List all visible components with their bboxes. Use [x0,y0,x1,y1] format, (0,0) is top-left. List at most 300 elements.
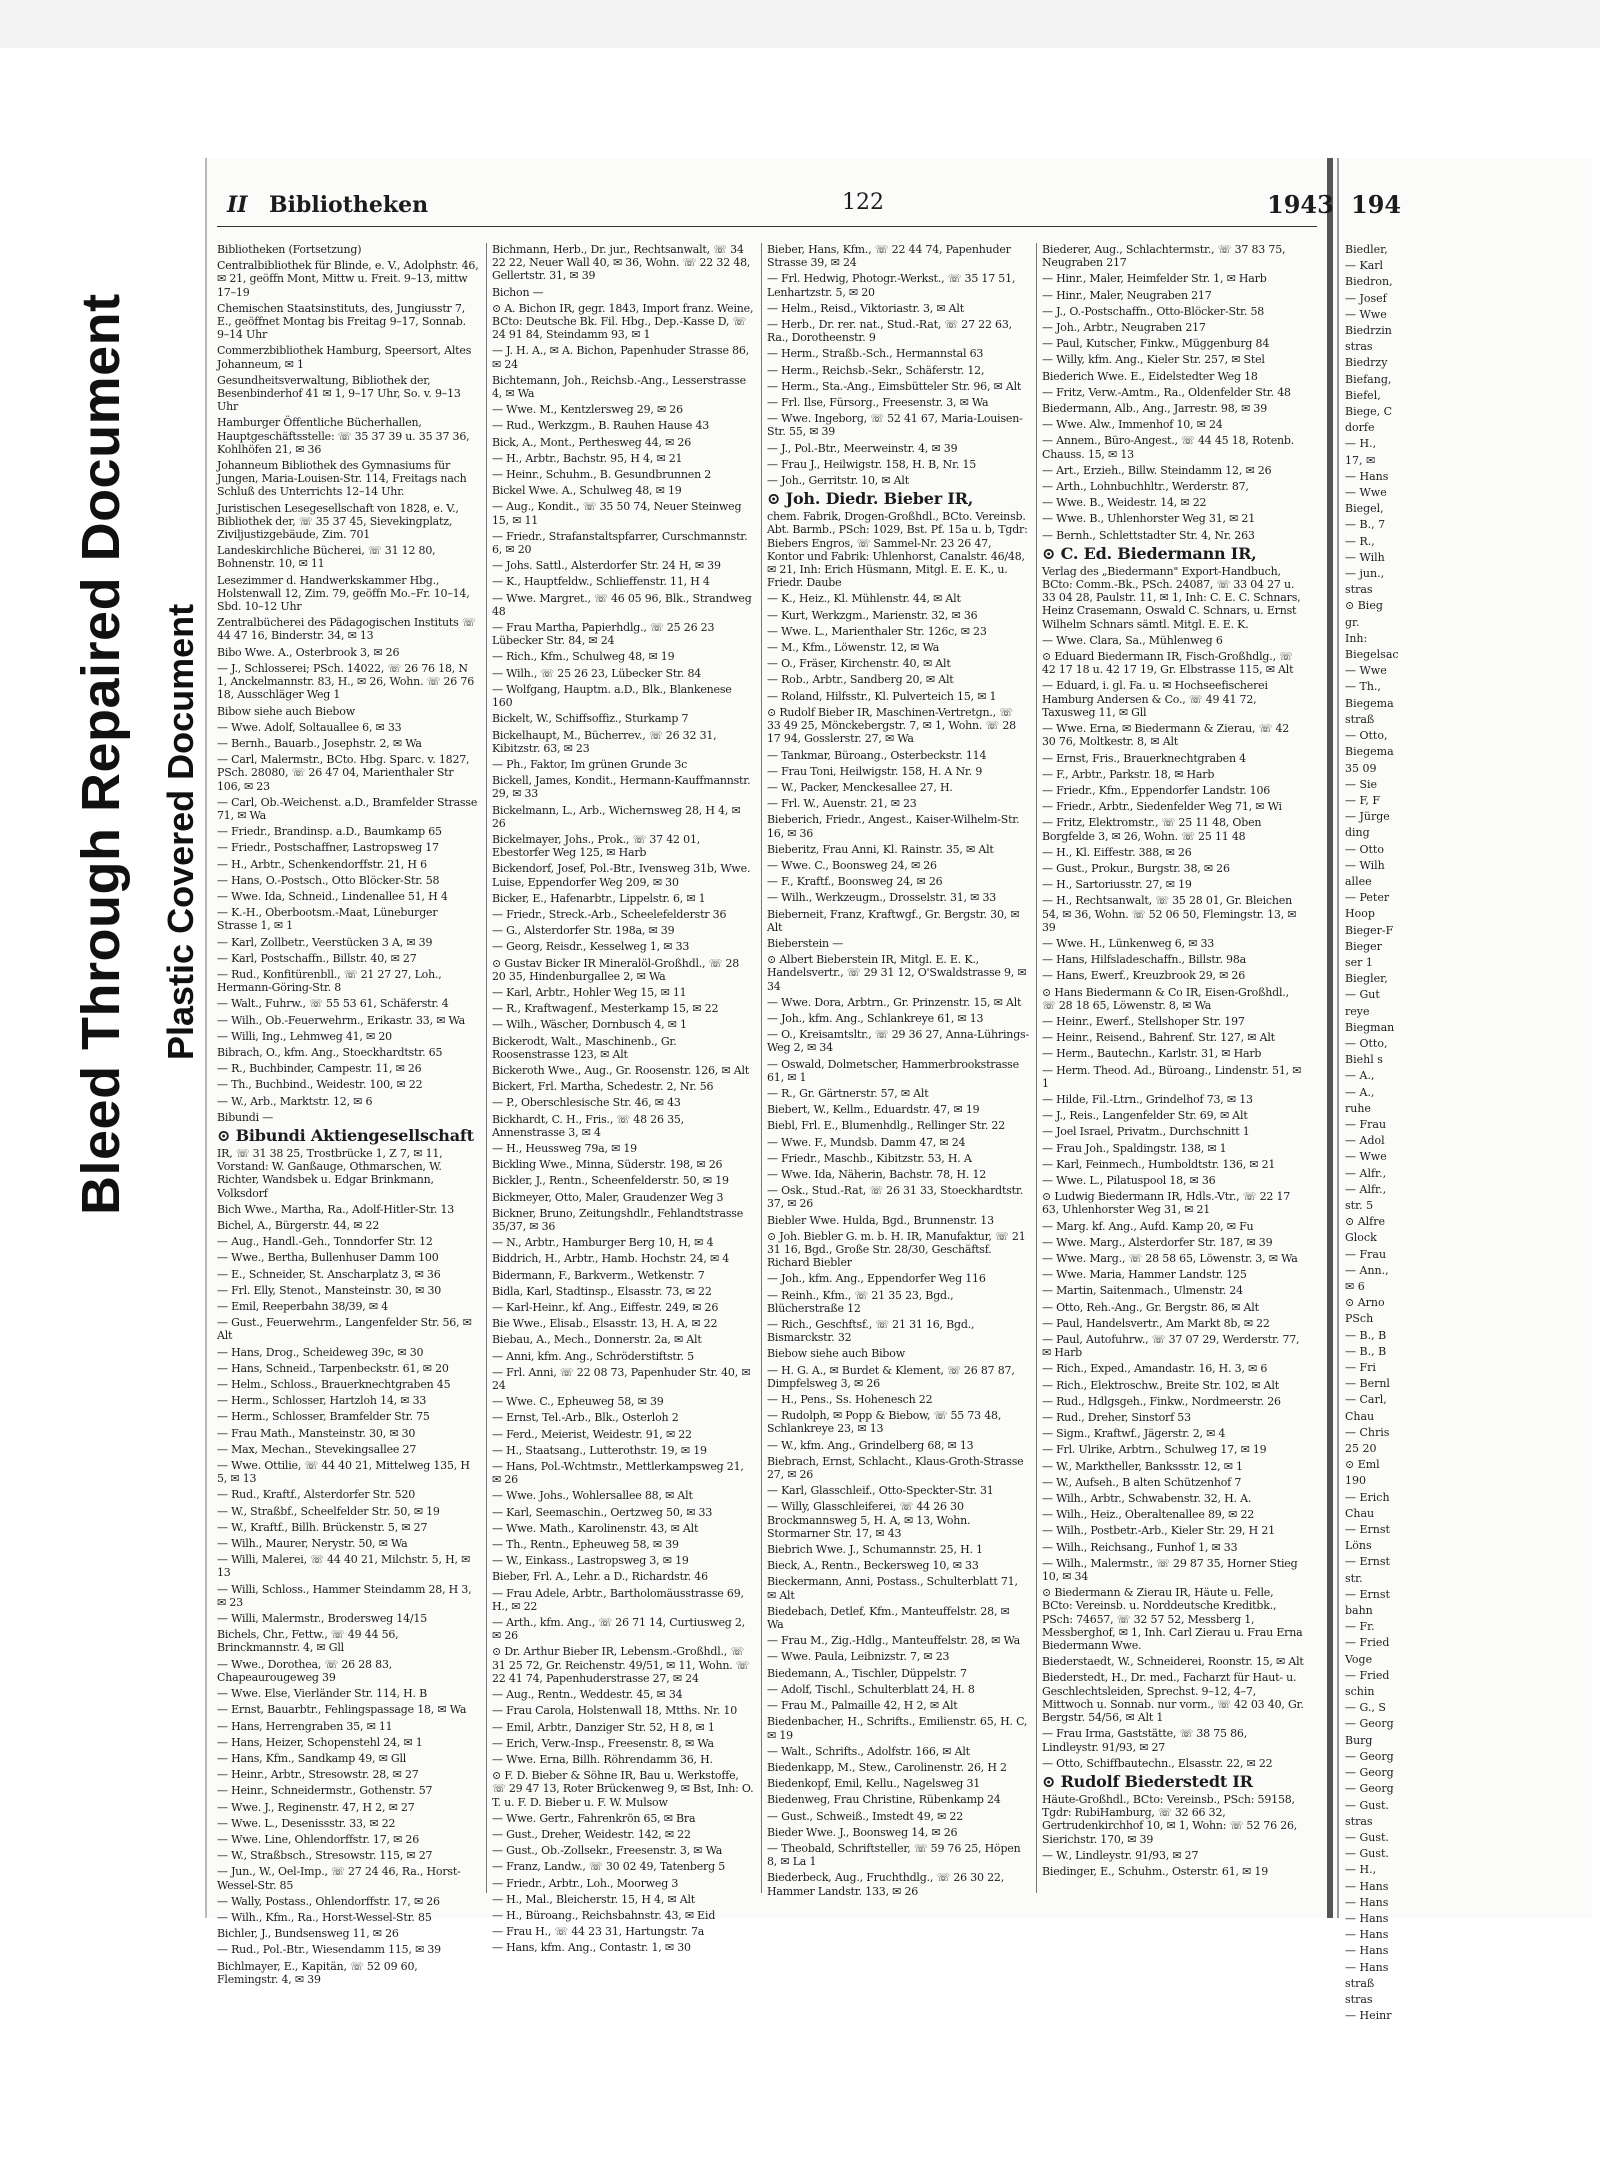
directory-entry: — Willy, Glasschleiferei, ☏ 44 26 30 Brockmannsweg 5, H. A, ✉ 13, Wohn. Stormarner Str. 17, ✉ 43 [767,1500,971,1540]
neighbor-entry: Biehl s [1345,1053,1383,1067]
directory-entry: — Wwe. Marg., Alsterdorfer Str. 187, ✉ 39 [1042,1235,1273,1249]
neighbor-entry: 35 09 [1345,761,1377,775]
neighbor-entry: Biegelsac [1345,648,1399,662]
directory-entry: — Wilh., Heiz., Oberaltenallee 89, ✉ 22 [1042,1508,1255,1522]
directory-entry: Bicker, E., Hafenarbtr., Lippelstr. 6, ✉ 1 [492,891,706,905]
neighbor-entry: — Fried [1345,1668,1390,1682]
directory-entry: — Paul, Kutscher, Finkw., Müggenburg 84 [1042,337,1270,351]
directory-entry: — Karl, Postschaffn., Billstr. 40, ✉ 27 [217,951,417,965]
directory-entry: — Wwe. Ida, Näherin, Bachstr. 78, H. 12 [767,1167,987,1181]
directory-entry: — Wilh., Maurer, Nerystr. 50, ✉ Wa [217,1537,408,1551]
directory-entry: — Wwe., Bertha, Bullenhuser Damm 100 [217,1251,439,1265]
directory-entry: — Wwe. Else, Vierländer Str. 114, H. B [217,1687,427,1701]
column-rule [1036,243,1037,1893]
directory-entry: Biebl, Frl. E., Blumenhdlg., Rellinger Str. 22 [767,1119,1006,1133]
directory-entry: Centralbibliothek für Blinde, e. V., Adolphstr. 46, ✉ 21, geöffn Mont, Mittw u. Freit. 9–13, mittw 17–19 [217,259,479,299]
directory-entry: — Hans, kfm. Ang., Contastr. 1, ✉ 30 [492,1941,691,1955]
directory-entry: — Wwe. Ottilie, ☏ 44 40 21, Mittelweg 135, H 5, ✉ 13 [217,1459,470,1486]
directory-entry: Biedenkapp, M., Stew., Carolinenstr. 26, H 2 [767,1760,1007,1774]
directory-entry: — Tankmar, Büroang., Osterbeckstr. 114 [767,748,987,762]
neighbor-entry: — Hans [1345,1879,1389,1893]
neighbor-entry: — Frau [1345,1117,1387,1131]
scan-top-margin [0,0,1600,48]
neighbor-entry: ding [1345,826,1370,840]
directory-entry: — Frau H., ☏ 44 23 31, Hartungstr. 7a [492,1925,705,1939]
neighbor-entry: Inh: [1345,631,1368,645]
directory-entry: — H., Rechtsanwalt, ☏ 35 28 01, Gr. Bleichen 54, ✉ 36, Wohn. ☏ 52 06 50, Flemingstr. 13, ✉ 39 [1042,894,1297,934]
directory-entry: — W., Marktheller, Bankssstr. 12, ✉ 1 [1042,1459,1243,1473]
directory-entry: — Hans, Drog., Scheideweg 39c, ✉ 30 [217,1345,424,1359]
directory-column-1 [217,243,479,1986]
directory-entry: ⊙ Ludwig Biedermann IR, Hdls.-Vtr., ☏ 22 17 63, Uhlenhorster Weg 31, ✉ 21 [1042,1190,1291,1217]
directory-entry: Bickell, James, Kondit., Hermann-Kauffmannstr. 29, ✉ 33 [492,774,751,801]
directory-entry: — Wwe. L., Desenissstr. 33, ✉ 22 [217,1816,396,1830]
directory-entry: — Wilh., Kfm., Ra., Horst-Wessel-Str. 85 [217,1910,432,1924]
neighbor-entry: Biedron, [1345,275,1393,289]
directory-entry: Biddrich, H., Arbtr., Hamb. Hochstr. 24, ✉ 4 [492,1252,730,1266]
neighbor-entry: — B., 7 [1345,518,1386,532]
directory-entry: — Wwe. F., Mundsb. Damm 47, ✉ 24 [767,1135,966,1149]
directory-entry: — Frl. Ilse, Fürsorg., Freesenstr. 3, ✉ Wa [767,396,989,410]
directory-entry: — Karl, Seemaschin., Oertzweg 50, ✉ 33 [492,1505,713,1519]
neighbor-entry: — Th., [1345,680,1381,694]
neighbor-entry: — Josef [1345,291,1387,305]
neighbor-entry: — Carl, [1345,1393,1387,1407]
directory-entry: Bickelmann, L., Arb., Wichernsweg 28, H 4, ✉ 26 [492,803,741,830]
directory-entry: — Frau Martha, Papierhdlg., ☏ 25 26 23 Lübecker Str. 84, ✉ 24 [492,621,715,648]
directory-entry: — H., Heussweg 79a, ✉ 19 [492,1141,637,1155]
directory-entry: — Wwe. Erna, Billh. Röhrendamm 36, H. [492,1752,713,1766]
directory-entry: — Osk., Stud.-Rat, ☏ 26 31 33, Stoeckhardtstr. 37, ✉ 26 [767,1184,1024,1211]
directory-entry: — Joh., Arbtr., Neugraben 217 [1042,321,1206,335]
neighbor-entry: — F, F [1345,793,1381,807]
neighbor-entry: — Wilh [1345,550,1385,564]
directory-entry: ⊙ Joh. Diedr. Bieber IR, [767,489,974,509]
column-rule [486,243,487,1893]
directory-entry: Bichtemann, Joh., Reichsb.-Ang., Lesserstrasse 4, ✉ Wa [492,373,746,401]
directory-entry: Bickler, J., Rentn., Scheenfelderstr. 50, ✉ 19 [492,1174,729,1188]
directory-entry: — Walt., Fuhrw., ☏ 55 53 61, Schäferstr. 4 [217,997,449,1011]
directory-entry: — W., Straßbsch., Stresowstr. 115, ✉ 27 [217,1849,433,1863]
directory-entry: — Ph., Faktor, Im grünen Grunde 3c [492,757,688,771]
directory-entry: — R., Kraftwagenf., Mesterkamp 15, ✉ 22 [492,1002,719,1016]
neighbor-entry: Biege, C [1345,405,1393,419]
directory-entry: — Ernst, Bauarbtr., Fehlingspassage 18, ✉ Wa [217,1703,467,1717]
neighbor-entry: Biedrzin [1345,324,1392,338]
neighbor-entry: — A., [1345,1085,1375,1099]
directory-entry: — G., Alsterdorfer Str. 198a, ✉ 39 [492,924,675,938]
directory-entry: — Heinr., Schuhm., B. Gesundbrunnen 2 [492,468,712,482]
directory-entry: Biederer, Aug., Schlachtermstr., ☏ 37 83 75, Neugraben 217 [1042,243,1286,270]
neighbor-entry: — Wwe [1345,486,1387,500]
directory-entry: ⊙ Rudolf Bieber IR, Maschinen-Vertretgn., ☏ 33 49 25, Mönckebergstr. 7, ✉ 1, Wohn. ☏ 28 17 94, Gosslerstr. 27, ✉ Wa [767,705,1016,746]
directory-entry: — Bernh., Bauarb., Josephstr. 2, ✉ Wa [217,736,422,750]
neighbor-entry: str. 5 [1345,1198,1374,1212]
directory-entry: — Wwe. Marg., ☏ 28 58 65, Löwenstr. 3, ✉ Wa [1042,1252,1298,1265]
directory-entry: — Wwe. C., Epheuweg 58, ✉ 39 [492,1395,664,1409]
directory-entry: Biederstedt, H., Dr. med., Facharzt für Haut- u. Geschlechtsleiden, Sprechst. 9–12, 4–7, Mittwoch u. Sonnab. nur vorm., ☏ 42 03 40, Gr. Bergstr. 54/56, ✉ Alt 1 [1042,1671,1304,1725]
directory-entry: Bickendorf, Josef, Pol.-Btr., Ivensweg 31b, Wwe. Luise, Eppendorfer Weg 209, ✉ 30 [492,862,751,889]
directory-entry: — Rich., Exped., Amandastr. 16, H. 3, ✉ 6 [1042,1362,1268,1376]
neighbor-entry: — Georg [1345,1782,1394,1796]
directory-entry: Biebau, A., Mech., Donnerstr. 2a, ✉ Alt [492,1333,702,1347]
neighbor-entry: — Georg [1345,1717,1394,1731]
directory-entry: — Paul, Autofuhrw., ☏ 37 07 29, Werderstr. 77, ✉ Harb [1042,1333,1300,1360]
directory-entry: — Jun., W., Oel-Imp., ☏ 27 24 46, Ra., Horst-Wessel-Str. 85 [217,1865,461,1892]
directory-entry: — Rud., Konfitürenbll., ☏ 21 27 27, Loh., Hermann-Göring-Str. 8 [217,967,442,995]
neighbor-entry: — Gust. [1345,1798,1389,1812]
directory-entry: — Rud., Pol.-Btr., Wiesendamm 115, ✉ 39 [217,1943,441,1957]
neighbor-entry: Biefel, [1345,388,1381,402]
directory-entry: Biedemann, A., Tischler, Düppelstr. 7 [767,1666,967,1680]
directory-entry: Bichel, A., Bürgerstr. 44, ✉ 22 [217,1219,380,1232]
directory-entry: — Heinr., Reisend., Bahrenf. Str. 127, ✉ Alt [1042,1031,1275,1045]
directory-entry: — Gust., Ob.-Zollsekr., Freesenstr. 3, ✉ Wa [492,1844,723,1858]
directory-entry: — Frau J., Heilwigstr. 158, H. B, Nr. 15 [767,457,977,471]
directory-entry: Bickling Wwe., Minna, Süderstr. 198, ✉ 26 [492,1158,723,1172]
neighbor-entry: Hoop [1345,907,1375,921]
directory-entry: — Frl. Elly, Stenot., Mansteinstr. 30, ✉ 30 [217,1283,442,1297]
neighbor-entry: stras [1345,1814,1373,1828]
directory-entry: — Frau Toni, Heilwigstr. 158, H. A Nr. 9 [767,764,983,778]
neighbor-entry: gr. [1345,615,1360,629]
directory-entry: — Karl-Heinr., kf. Ang., Eiffestr. 249, ✉ 26 [492,1301,719,1315]
directory-entry: — Wwe. Clara, Sa., Mühlenweg 6 [1042,633,1223,647]
neighbor-entry: — Ann., [1345,1263,1389,1277]
neighbor-entry: Biedrzy [1345,356,1388,370]
directory-entry: — Arth., kfm. Ang., ☏ 26 71 14, Curtiusweg 2, ✉ 26 [492,1616,746,1643]
directory-entry: — Willi, Schloss., Hammer Steindamm 28, H 3, ✉ 23 [217,1582,472,1609]
directory-entry: Biederich Wwe. E., Eidelstedter Weg 18 [1042,369,1258,383]
directory-entry: — Bernh., Schlettstadter Str. 4, Nr. 263 [1042,528,1255,542]
directory-entry: Commerzbibliothek Hamburg, Speersort, Altes Johanneum, ✉ 1 [217,344,472,371]
directory-entry: — Walt., Schrifts., Adolfstr. 166, ✉ Alt [767,1744,970,1758]
directory-entry: — H., Arbtr., Schenkendorffstr. 21, H 6 [217,857,427,871]
directory-entry: ⊙ Rudolf Biederstedt IR [1042,1771,1253,1791]
directory-entry: — Rud., Dreher, Sinstorf 53 [1042,1411,1191,1425]
directory-entry: Häute-Großhdl., BCto: Vereinsb., PSch: 59158, Tgdr: RubiHamburg, ☏ 32 66 32, Gertrudenkirchhof 10, ✉ 1, Wohn: ☏ 52 76 26, Sierichstr. 170, ✉ 39 [1042,1792,1298,1846]
directory-entry: — Willi, Ing., Lehmweg 41, ✉ 20 [217,1029,392,1043]
directory-entry: — Fritz, Verw.-Amtm., Ra., Oldenfelder Str. 48 [1042,385,1291,399]
directory-entry: — H., Arbtr., Bachstr. 95, H 4, ✉ 21 [492,451,683,465]
directory-entry: — Wilh., Wäscher, Dornbusch 4, ✉ 1 [492,1018,687,1032]
directory-entry: Bibow siehe auch Biebow [217,704,355,718]
directory-entry: — Frau M., Palmaille 42, H 2, ✉ Alt [767,1699,958,1713]
directory-entry: — Willy, kfm. Ang., Kieler Str. 257, ✉ Stel [1042,353,1265,367]
directory-entry: — Annem., Büro-Angest., ☏ 44 45 18, Rotenb. Chauss. 15, ✉ 13 [1042,434,1295,461]
directory-entry: — Gust., Schweiß., Imstedt 49, ✉ 22 [767,1809,963,1823]
directory-entry: — Hinr., Maler, Neugraben 217 [1042,288,1212,302]
directory-entry: — Wwe. Paula, Leibnizstr. 7, ✉ 23 [767,1650,950,1664]
directory-entry: — Karl, Zollbetr., Veerstücken 3 A, ✉ 39 [217,935,433,949]
neighbor-entry: Burg [1345,1733,1373,1747]
directory-entry: Bichler, J., Bundsensweg 11, ✉ 26 [217,1927,399,1941]
directory-entry: — Aug., Rentn., Weddestr. 45, ✉ 34 [492,1688,683,1702]
directory-entry: — Hilde, Fil.-Ltrn., Grindelhof 73, ✉ 13 [1042,1092,1253,1106]
directory-entry: — Wilh., Arbtr., Schwabenstr. 32, H. A. [1042,1492,1252,1506]
directory-entry: Bieck, A., Rentn., Beckersweg 10, ✉ 33 [767,1559,979,1573]
directory-entry: — H., Mal., Bleicherstr. 15, H 4, ✉ Alt [492,1892,696,1906]
directory-entry: — Wwe. Johs., Wohlersallee 88, ✉ Alt [492,1489,693,1503]
neighbor-entry: Chau [1345,1506,1375,1520]
directory-entry: — Karl, Glasschleif., Otto-Speckter-Str. 31 [767,1484,994,1498]
directory-entry: — Wilh., Postbetr.-Arb., Kieler Str. 29, H 21 [1042,1524,1275,1538]
neighbor-entry: — Georg [1345,1749,1394,1763]
directory-entry: — H., Pens., Ss. Hohenesch 22 [767,1393,933,1407]
directory-entry: — Wwe., Dorothea, ☏ 26 28 83, Chapeaurougeweg 39 [217,1657,393,1684]
directory-entry: ⊙ Dr. Arthur Bieber IR, Lebensm.-Großhdl., ☏ 31 25 72, Gr. Reichenstr. 49/51, ✉ 11, Wohn. ☏ 22 41 74, Papenhuderstrasse 27, ✉ 24 [492,1645,750,1685]
directory-entry: — K., Hauptfeldw., Schlieffenstr. 11, H 4 [492,575,710,589]
directory-entry: — J., O.-Postschaffn., Otto-Blöcker-Str. 58 [1042,304,1265,318]
directory-entry: — W., Arb., Marktstr. 12, ✉ 6 [217,1094,373,1108]
directory-entry: — Aug., Handl.-Geh., Tonndorfer Str. 12 [217,1235,433,1249]
directory-entry: ⊙ Eduard Biedermann IR, Fisch-Großhdlg., ☏ 42 17 18 u. 42 17 19, Gr. Elbstrasse 115, ✉ Alt [1042,650,1294,677]
directory-entry: — Kurt, Werkzgm., Marienstr. 32, ✉ 36 [767,608,978,622]
directory-entry: — H., Staatsang., Lutterothstr. 19, ✉ 19 [492,1443,707,1457]
neighbor-entry: ⊙ Eml [1345,1458,1380,1472]
directory-entry: Hamburger Öffentliche Bücherhallen, Hauptgeschäftsstelle: ☏ 35 37 39 u. 35 37 36, Kohlhöfen 21, ✉ 36 [217,416,470,456]
neighbor-entry: dorfe [1345,421,1375,435]
directory-entry: — J., Reis., Langenfelder Str. 69, ✉ Alt [1042,1109,1248,1123]
directory-entry: — Rob., Arbtr., Sandberg 20, ✉ Alt [767,673,954,687]
directory-entry: — Frl. W., Auenstr. 21, ✉ 23 [767,797,917,811]
directory-entry: — Joh., kfm. Ang., Eppendorfer Weg 116 [767,1272,986,1286]
directory-entry: — Emil, Reeperbahn 38/39, ✉ 4 [217,1300,388,1314]
directory-entry: — Gust., Dreher, Weidestr. 142, ✉ 22 [492,1827,691,1841]
directory-entry: — Wwe. Math., Karolinenstr. 43, ✉ Alt [492,1521,699,1535]
directory-entry: — Franz, Landw., ☏ 30 02 49, Tatenberg 5 [492,1860,726,1874]
directory-entry: Landeskirchliche Bücherei, ☏ 31 12 80, Bohnenstr. 10, ✉ 11 [217,544,436,571]
directory-entry: Bieber, Hans, Kfm., ☏ 22 44 74, Papenhuder Strasse 39, ✉ 24 [767,243,1011,270]
directory-entry: Bidla, Karl, Stadtinsp., Elsasstr. 73, ✉ 22 [492,1284,712,1298]
directory-entry: Bibliotheken (Fortsetzung) [217,243,362,256]
directory-entry: IR, ☏ 31 38 25, Trostbrücke 1, Z 7, ✉ 11, Vorstand: W. Ganßauge, Othmarschen, W. Richter, Wandsbek u. Edgar Brinkmann, Volksdorf [217,1146,443,1200]
directory-entry: — Hinr., Maler, Heimfelder Str. 1, ✉ Harb [1042,272,1267,286]
neighbor-entry: — Wilh [1345,858,1385,872]
directory-entry: — Max, Mechan., Stevekingsallee 27 [217,1442,417,1456]
directory-entry: — W., Aufseh., B alten Schützenhof 7 [1042,1475,1242,1489]
directory-entry: — Karl, Feinmech., Humboldtstr. 136, ✉ 21 [1042,1157,1276,1171]
directory-entry: Verlag des „Biedermann" Export-Handbuch, BCto: Comm.-Bk., PSch. 24087, ☏ 33 04 27 u. 33 04 28, Paulstr. 11, ✉ 1, Inh: C. E. C. Schnars, Heinz Crasemann, Oswald C. Schnars, u. Ernst Wilhelm Schnars sämtl. Mitgl. E. E. K. [1042,564,1301,631]
section-number: II [227,192,248,218]
neighbor-entry: — Otto, [1345,729,1388,743]
directory-entry: — Eduard, i. gl. Fa. u. ✉ Hochseefischerei Hamburg Andersen & Co., ☏ 49 41 72, Taxusweg 11, ✉ Gll [1042,679,1268,719]
directory-entry: Bickel Wwe. A., Schulweg 48, ✉ 19 [492,484,682,498]
neighbor-entry: — H., [1345,437,1377,451]
directory-entry: — H. G. A., ✉ Burdet & Klement, ☏ 26 87 87, Dimpfelsweg 3, ✉ 26 [767,1363,1015,1390]
directory-entry: — Roland, Hilfsstr., Kl. Pulverteich 15, ✉ 1 [767,689,997,703]
directory-entry: — Frau M., Zig.-Hdlg., Manteuffelstr. 28, ✉ Wa [767,1634,1020,1648]
directory-entry: — Otto, Schiffbautechn., Elsasstr. 22, ✉ 22 [1042,1756,1273,1770]
directory-entry: — Emil, Arbtr., Danziger Str. 52, H 8, ✉ 1 [492,1720,715,1734]
directory-entry: Bieckermann, Anni, Postass., Schulterblatt 71, ✉ Alt [767,1575,1018,1602]
directory-entry: — Wwe. Alw., Immenhof 10, ✉ 24 [1042,418,1223,432]
directory-entry: — Wilh., Malermstr., ☏ 29 87 35, Horner Stieg 10, ✉ 34 [1042,1556,1298,1584]
neighbor-entry: — jun., [1345,567,1385,581]
neighbor-entry: Biegema [1345,696,1394,710]
bleed-through-label: Bleed Through Repaired Document [71,293,131,1215]
directory-entry: — H., Kl. Eiffestr. 388, ✉ 26 [1042,845,1192,859]
directory-entry: chem. Fabrik, Drogen-Großhdl., BCto. Vereinsb. Abt. Barmb., PSch: 1029, Bst. Pf. 15a u. b, Tgdr: Biebers Engros, ☏ Sammel-Nr. 23 26 47, Kontor und Fabrik: Uhlenhorst, Canalstr. 46/48, ✉ 21, Inh: Erich Hüsmann, Mitgl. E. E. K., u. Friedr. Daube [767,510,1028,590]
directory-entry: — Adolf, Tischl., Schulterblatt 24, H. 8 [767,1682,975,1696]
directory-entry: Bickert, Frl. Martha, Schedestr. 2, Nr. 56 [492,1080,714,1094]
directory-entry: — E., Schneider, St. Anscharplatz 3, ✉ 36 [217,1267,441,1281]
directory-entry: — Wwe. C., Boonsweg 24, ✉ 26 [767,858,937,872]
directory-entry: — Wwe. Erna, ✉ Biedermann & Zierau, ☏ 42 30 76, Moltkestr. 8, ✉ Alt [1042,722,1290,749]
directory-entry: — Anni, kfm. Ang., Schröderstiftstr. 5 [492,1349,694,1363]
neighbor-entry: — Sie [1345,777,1378,791]
directory-entry: Bie Wwe., Elisab., Elsasstr. 13, H. A, ✉ 22 [492,1317,718,1331]
directory-entry: — Wwe. B., Uhlenhorster Weg 31, ✉ 21 [1042,512,1256,526]
directory-entry: — W., Straßbf., Scheelfelder Str. 50, ✉ 19 [217,1504,440,1518]
directory-entry: — W., kfm. Ang., Grindelberg 68, ✉ 13 [767,1438,974,1452]
neighbor-entry: — Alfr., [1345,1182,1387,1196]
neighbor-entry: — Hans [1345,1911,1389,1925]
directory-entry: Bich Wwe., Martha, Ra., Adolf-Hitler-Str. 13 [217,1202,455,1216]
directory-entry: — N., Arbtr., Hamburger Berg 10, H, ✉ 4 [492,1236,714,1250]
directory-entry: — M., Kfm., Löwenstr. 12, ✉ Wa [767,641,940,655]
directory-entry: — Wwe. Gertr., Fahrenkrön 65, ✉ Bra [492,1811,696,1825]
neighbor-entry: stras [1345,1992,1373,2006]
neighbor-entry: straß [1345,712,1375,726]
directory-entry: ⊙ Bibundi Aktiengesellschaft [217,1125,474,1145]
neighbor-entry: bahn [1345,1604,1373,1618]
directory-entry: — Johs. Sattl., Alsterdorfer Str. 24 H, ✉ 39 [492,559,721,573]
directory-entry: — F., Kraftf., Boonsweg 24, ✉ 26 [767,875,943,889]
year: 1943 [1267,190,1334,219]
directory-entry: ⊙ A. Bichon IR, gegr. 1843, Import franz. Weine, BCto: Deutsche Bk. Fil. Hbg., Dep.-Kasse D, ☏ 24 91 84, Steindamm 93, ✉ 1 [492,301,754,342]
directory-entry: — Wwe. L., Marienthaler Str. 126c, ✉ 23 [767,624,987,638]
directory-entry: — Helm., Schloss., Brauerknechtgraben 45 [217,1378,451,1392]
directory-column-4 [1042,243,1304,1903]
directory-entry: — Hans, Kfm., Sandkamp 49, ✉ Gll [217,1751,407,1765]
directory-entry: — Herm., Schlosser, Bramfelder Str. 75 [217,1410,430,1424]
neighbor-entry: Biegman [1345,1020,1395,1034]
neighbor-entry: stras [1345,340,1373,354]
directory-entry: ⊙ C. Ed. Biedermann IR, [1042,543,1257,563]
directory-entry: — Ernst, Fris., Brauerknechtgraben 4 [1042,751,1246,765]
directory-entry: — W., Kraftf., Billh. Brückenstr. 5, ✉ 27 [217,1520,428,1534]
scan-bottom-margin [0,2080,1600,2177]
neighbor-entry: ✉ 6 [1345,1280,1365,1293]
directory-entry: — Herm., Sta.-Ang., Eimsbütteler Str. 96, ✉ Alt [767,379,1022,393]
neighbor-entry: 190 [1345,1474,1366,1488]
neighbor-entry-list [1345,243,1585,2025]
directory-entry: — J., Schlosserei; PSch. 14022, ☏ 26 76 18, N 1, Anckelmannstr. 83, H., ✉ 26, Wohn. ☏ 26 76 18, Ausschläger Weg 1 [217,661,475,702]
directory-entry: — Frau Carola, Holstenwall 18, Mtths. Nr. 10 [492,1704,738,1718]
directory-entry: — Theobald, Schriftsteller, ☏ 59 76 25, Höpen 8, ✉ La 1 [767,1841,1021,1869]
directory-entry: Bickner, Bruno, Zeitungshdlr., Fehlandtstrasse 35/37, ✉ 36 [492,1206,744,1233]
directory-entry: Bichels, Chr., Fettw., ☏ 49 44 56, Brinckmannstr. 4, ✉ Gll [217,1628,399,1655]
section-title: Bibliotheken [269,192,429,218]
directory-entry: Bieberneit, Franz, Kraftwgf., Gr. Bergstr. 30, ✉ Alt [767,907,1020,934]
directory-entry: — Ernst, Tel.-Arb., Blk., Osterloh 2 [492,1411,679,1425]
neighbor-entry: Bieger [1345,939,1382,953]
directory-entry: — Wolfgang, Hauptm. a.D., Blk., Blankenese 160 [492,682,732,710]
directory-entry: Biebrich Wwe. J., Schumannstr. 25, H. 1 [767,1543,983,1557]
directory-entry: — Wwe. J., Reginenstr. 47, H 2, ✉ 27 [217,1800,415,1814]
directory-entry: Gesundheitsverwaltung, Bibliothek der, Besenbinderhof 41 ✉ 1, 9–17 Uhr, So. v. 9–13 Uhr [217,373,461,414]
neighbor-entry: — Ernst [1345,1555,1390,1569]
directory-entry: Bichon — [492,285,544,299]
neighbor-entry: Glock [1345,1231,1377,1245]
directory-entry: Bickelmayer, Johs., Prok., ☏ 37 42 01, Ebestorfer Weg 125, ✉ Harb [492,832,701,860]
neighbor-entry: Bieger-F [1345,923,1394,937]
directory-page-body [207,158,1334,1986]
directory-entry: — Marg. kf. Ang., Aufd. Kamp 20, ✉ Fu [1042,1219,1254,1233]
neighbor-entry: PSch [1345,1312,1374,1326]
directory-entry: — Th., Rentn., Epheuweg 58, ✉ 39 [492,1538,679,1552]
directory-entry: — Herm., Bautechn., Karlstr. 31, ✉ Harb [1042,1047,1262,1061]
directory-entry: — O., Fräser, Kirchenstr. 40, ✉ Alt [767,657,951,671]
neighbor-entry: — Bernl [1345,1377,1390,1391]
directory-entry: — Wwe. Dora, Arbtrn., Gr. Prinzenstr. 15, ✉ Alt [767,995,1022,1009]
directory-entry: — F., Arbtr., Parkstr. 18, ✉ Harb [1042,767,1215,781]
neighbor-entry: Biegler, [1345,972,1388,986]
directory-entry: — Friedr., Brandinsp. a.D., Baumkamp 65 [217,825,442,839]
neighbor-entry: 25 20 [1345,1442,1377,1456]
directory-entry: — W., Packer, Menckesallee 27, H. [767,780,953,794]
directory-entry: — Friedr., Arbtr., Siedenfelder Weg 71, ✉ Wi [1042,800,1282,814]
directory-entry: Bibundi — [217,1110,274,1124]
directory-entry: Bichmann, Herb., Dr. jur., Rechtsanwalt, ☏ 34 22 22, Neuer Wall 40, ✉ 36, Wohn. ☏ 22 32 48, Gellertstr. 31, ✉ 39 [492,243,751,283]
directory-entry: — Heinr., Ewerf., Stellshoper Str. 197 [1042,1014,1245,1028]
neighbor-entry: — B., B [1345,1344,1387,1358]
directory-entry: — P., Oberschlesische Str. 46, ✉ 43 [492,1096,681,1110]
directory-entry: — Joel Israel, Privatm., Durchschnitt 1 [1042,1125,1250,1139]
directory-entry: — Rud., Hdlgsgeh., Finkw., Nordmeerstr. 26 [1042,1394,1281,1408]
directory-entry: — Joh., Gerritstr. 10, ✉ Alt [767,474,909,488]
directory-entry: — Friedr., Maschb., Kibitzstr. 53, H. A [767,1151,972,1165]
neighbor-entry: — Wwe [1345,1150,1387,1164]
neighbor-entry: stras [1345,583,1373,597]
directory-entry: — Georg, Reisdr., Kesselweg 1, ✉ 33 [492,940,690,954]
neighbor-entry: — Hans [1345,1960,1389,1974]
directory-entry: Biederstaedt, W., Schneiderei, Roonstr. 15, ✉ Alt [1042,1655,1304,1669]
directory-entry: Bibrach, O., kfm. Ang., Stoeckhardtstr. 65 [217,1045,443,1059]
directory-entry: Bickeroth Wwe., Aug., Gr. Roosenstr. 126, ✉ Alt [492,1063,749,1077]
directory-entry: — Friedr., Kfm., Eppendorfer Landstr. 106 [1042,783,1271,797]
directory-entry: Bieber, Frl. A., Lehr. a D., Richardstr. 46 [492,1570,708,1584]
neighbor-year: 194 [1351,190,1402,219]
directory-entry: — Otto, Reh.-Ang., Gr. Bergstr. 86, ✉ Alt [1042,1300,1259,1314]
page-header [217,186,1334,227]
directory-entry: — Wilh., Reichsang., Funhof 1, ✉ 33 [1042,1540,1238,1554]
neighbor-page-fragment [1337,158,1594,2023]
neighbor-entry: Chau [1345,1409,1375,1423]
neighbor-entry: — Adol [1345,1134,1385,1148]
neighbor-entry: Voge [1345,1652,1373,1666]
neighbor-entry: schin [1345,1685,1375,1699]
directory-entry: Zentralbücherei des Pädagogischen Instituts ☏ 44 47 16, Binderstr. 34, ✉ 13 [217,616,476,643]
directory-entry: — Frl. Anni, ☏ 22 08 73, Papenhuder Str. 40, ✉ 24 [492,1365,751,1393]
neighbor-entry: ser 1 [1345,955,1373,969]
neighbor-entry: — Gust. [1345,1830,1389,1844]
directory-entry: ⊙ Hans Biedermann & Co IR, Eisen-Großhdl., ☏ 28 18 65, Löwenstr. 8, ✉ Wa [1042,985,1289,1012]
directory-entry: — Wwe. Ida, Schneid., Lindenallee 51, H 4 [217,889,448,903]
directory-entry: Bieberich, Friedr., Angest., Kaiser-Wilhelm-Str. 16, ✉ 36 [767,813,1020,840]
neighbor-entry: ⊙ Arno [1345,1296,1385,1310]
directory-entry: — Gust., Feuerwehrm., Langenfelder Str. 56, ✉ Alt [217,1316,472,1343]
neighbor-entry: Biegema [1345,745,1394,759]
directory-entry: — Willi, Malermstr., Brodersweg 14/15 [217,1612,428,1626]
neighbor-entry: — Jürge [1345,810,1390,824]
directory-entry: — Aug., Kondit., ☏ 35 50 74, Neuer Steinweg 15, ✉ 11 [492,500,742,527]
directory-entry: — H., Sartoriusstr. 27, ✉ 19 [1042,878,1192,892]
directory-entry: — J. H. A., ✉ A. Bichon, Papenhuder Strasse 86, ✉ 24 [492,344,750,371]
directory-entry: — Frau Adele, Arbtr., Bartholomäusstrasse 69, H., ✉ 22 [492,1586,744,1613]
directory-entry: Biedenbacher, H., Schrifts., Emilienstr. 65, H. C, ✉ 19 [767,1715,1028,1742]
